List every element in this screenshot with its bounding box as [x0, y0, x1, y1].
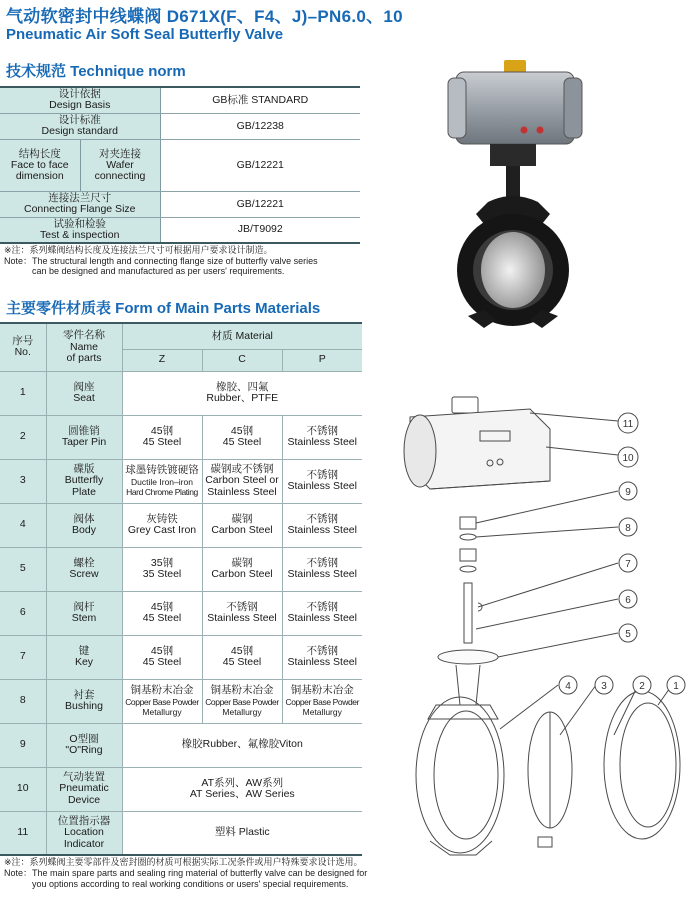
callout-8 [619, 518, 637, 536]
svg-text:10: 10 [622, 453, 634, 464]
row-name: 阀体 Body [46, 503, 122, 547]
row-name: 气动装置 Pneumatic Device [46, 767, 122, 811]
row-material-z: 铜基粉末冶金 Copper Base Powder Metallurgy [122, 679, 202, 723]
callout-2 [633, 676, 651, 694]
svg-text:1: 1 [673, 681, 679, 692]
materials-note-en-2: you options according to real working conditions or users' special requirements. [32, 879, 349, 889]
technique-section-title: 技术规范 Technique norm [6, 63, 186, 80]
row-material-c: 45钢 45 Steel [202, 635, 282, 679]
row-name: 圆锥销 Taper Pin [46, 415, 122, 459]
tech-label: 设计依据 Design Basis [0, 87, 160, 113]
row-name: O型圈 "O"Ring [46, 723, 122, 767]
table-row [0, 767, 362, 811]
tech-label: 试验和检验 Test & inspection [0, 217, 160, 243]
tech-value: GB/12238 [160, 113, 360, 139]
materials-section-title: 主要零件材质表 Form of Main Parts Materials [6, 300, 321, 317]
svg-text:4: 4 [565, 681, 571, 692]
valve-neck-photo [506, 166, 520, 200]
exploded-view-drawing [380, 385, 698, 865]
row-name: 阀座 Seat [46, 371, 122, 415]
table-row [0, 679, 362, 723]
tech-value: GB标准 STANDARD [160, 87, 360, 113]
row-no: 2 [0, 415, 46, 459]
row-material-c: 碳钢或不锈钢 Carbon Steel or Stainless Steel [202, 459, 282, 503]
actuator-endcap-right [564, 78, 582, 138]
svg-text:9: 9 [625, 487, 631, 498]
svg-text:3: 3 [601, 681, 607, 692]
stem-drawing [464, 583, 472, 643]
row-no: 9 [0, 723, 46, 767]
row-name: 位置指示器 Location Indicator [46, 811, 122, 855]
row-material-c: 45钢 45 Steel [202, 415, 282, 459]
table-row [0, 415, 362, 459]
technique-note-cn: ※注：系列蝶阀结构长度及连接法兰尺寸可根据用户要求设计制造。 [4, 245, 273, 255]
callout-11 [618, 413, 638, 433]
disc-photo [481, 232, 545, 308]
row-material-p: 不锈钢 Stainless Steel [282, 547, 362, 591]
row-material-c: 不锈钢 Stainless Steel [202, 591, 282, 635]
actuator-body-photo [456, 72, 574, 144]
table-row [0, 811, 362, 855]
tech-label: 设计标准 Design standard [0, 113, 160, 139]
row-material-p: 不锈钢 Stainless Steel [282, 459, 362, 503]
table-row [0, 547, 362, 591]
seat-drawing [604, 691, 680, 839]
row-material: 橡胶Rubber、氟橡胶Viton [122, 723, 362, 767]
tech-label: 结构长度 Face to face dimension [0, 139, 80, 191]
tech-value: GB/12221 [160, 191, 360, 217]
valve-body-drawing [416, 697, 504, 855]
row-material-z: 35钢 35 Steel [122, 547, 202, 591]
page-title-cn: 气动软密封中线蝶阀 D671X(F、F4、J)–PN6.0、10 [6, 7, 403, 26]
callout-10 [618, 447, 638, 467]
row-material-z: 灰铸铁 Grey Cast Iron [122, 503, 202, 547]
callout-3 [595, 676, 613, 694]
tech-label: 连接法兰尺寸 Connecting Flange Size [0, 191, 160, 217]
actuator-drawing [404, 397, 550, 489]
disc-drawing [528, 712, 572, 828]
callout-9 [619, 482, 637, 500]
row-name: 键 Key [46, 635, 122, 679]
svg-text:2: 2 [639, 681, 645, 692]
valve-photo [438, 52, 588, 342]
row-material: 塑料 Plastic [122, 811, 362, 855]
svg-text:7: 7 [625, 559, 631, 570]
materials-note-cn: ※注：系列蝶阀主要零部件及密封圈的材质可根据实际工况条件或用户特殊要求设计选用。 [4, 857, 363, 867]
row-material-p: 不锈钢 Stainless Steel [282, 415, 362, 459]
materials-note-en-1: Note：The main spare parts and sealing ring material of butterfly valve can be designed for [4, 868, 368, 878]
row-material-p: 不锈钢 Stainless Steel [282, 591, 362, 635]
tech-row-design-basis [0, 87, 360, 113]
row-material-z: 球墨铸铁镀硬铬 Ductile Iron–iron Hard Chrome Plating [122, 459, 202, 503]
tech-row-test [0, 217, 360, 243]
oring-drawing [460, 534, 476, 540]
row-no: 6 [0, 591, 46, 635]
row-material-z: 45钢 45 Steel [122, 415, 202, 459]
row-material-c: 碳钢 Carbon Steel [202, 547, 282, 591]
tech-value: JB/T9092 [160, 217, 360, 243]
header-col-z: Z [122, 349, 202, 371]
technique-note-en-2: can be designed and manufactured as per users' requirements. [32, 266, 285, 276]
air-port-1 [521, 127, 528, 134]
air-port-2 [537, 127, 544, 134]
actuator-endcap-left [448, 78, 466, 138]
bushing-drawing [460, 517, 476, 529]
row-material: 橡胶、四氟 Rubber、PTFE [122, 371, 362, 415]
technique-table [0, 86, 360, 244]
svg-text:5: 5 [625, 629, 631, 640]
callout-7 [619, 554, 637, 572]
row-no: 8 [0, 679, 46, 723]
row-no: 5 [0, 547, 46, 591]
header-material: 材质 Material [122, 323, 362, 349]
materials-table [0, 322, 362, 856]
tech-value: GB/12221 [160, 139, 360, 191]
bushing-2-drawing [460, 549, 476, 561]
svg-text:6: 6 [625, 595, 631, 606]
row-name: 阀杆 Stem [46, 591, 122, 635]
row-material-p: 不锈钢 Stainless Steel [282, 635, 362, 679]
callout-6 [619, 590, 637, 608]
row-material-c: 碳钢 Carbon Steel [202, 503, 282, 547]
row-material: AT系列、AW系列 AT Series、AW Series [122, 767, 362, 811]
tech-row-face-to-face [0, 139, 360, 191]
callout-4 [559, 676, 577, 694]
svg-text:8: 8 [625, 523, 631, 534]
table-row [0, 503, 362, 547]
row-material-p: 铜基粉末冶金 Copper Base Powder Metallurgy [282, 679, 362, 723]
row-no: 1 [0, 371, 46, 415]
row-material-c: 铜基粉末冶金 Copper Base Powder Metallurgy [202, 679, 282, 723]
header-col-p: P [282, 349, 362, 371]
table-row [0, 459, 362, 503]
tech-row-flange-size [0, 191, 360, 217]
header-no: 序号 No. [0, 323, 46, 371]
row-name: 螺栓 Screw [46, 547, 122, 591]
row-no: 11 [0, 811, 46, 855]
table-row [0, 723, 362, 767]
row-name: 碟版 Butterfly Plate [46, 459, 122, 503]
row-no: 4 [0, 503, 46, 547]
row-material-z: 45钢 45 Steel [122, 591, 202, 635]
header-name: 零件名称 Name of parts [46, 323, 122, 371]
row-no: 3 [0, 459, 46, 503]
table-row [0, 591, 362, 635]
row-material-p: 不锈钢 Stainless Steel [282, 503, 362, 547]
tech-sublabel: 对夹连接 Wafer connecting [80, 139, 160, 191]
mounting-bracket-photo [490, 144, 536, 166]
technique-note-en-1: Note：The structural length and connecting flange size of butterfly valve series [4, 256, 318, 266]
callout-1 [667, 676, 685, 694]
tech-row-design-standard [0, 113, 360, 139]
page-title-en: Pneumatic Air Soft Seal Butterfly Valve [6, 26, 284, 43]
oring-2-drawing [460, 566, 476, 572]
header-col-c: C [202, 349, 282, 371]
row-name: 衬套 Bushing [46, 679, 122, 723]
table-row [0, 371, 362, 415]
pin-drawing [538, 837, 552, 847]
materials-header-row [0, 323, 362, 349]
table-row [0, 635, 362, 679]
row-material-z: 45钢 45 Steel [122, 635, 202, 679]
row-no: 7 [0, 635, 46, 679]
top-plate-drawing [438, 650, 498, 664]
row-no: 10 [0, 767, 46, 811]
svg-text:11: 11 [622, 419, 634, 430]
callout-5 [619, 624, 637, 642]
